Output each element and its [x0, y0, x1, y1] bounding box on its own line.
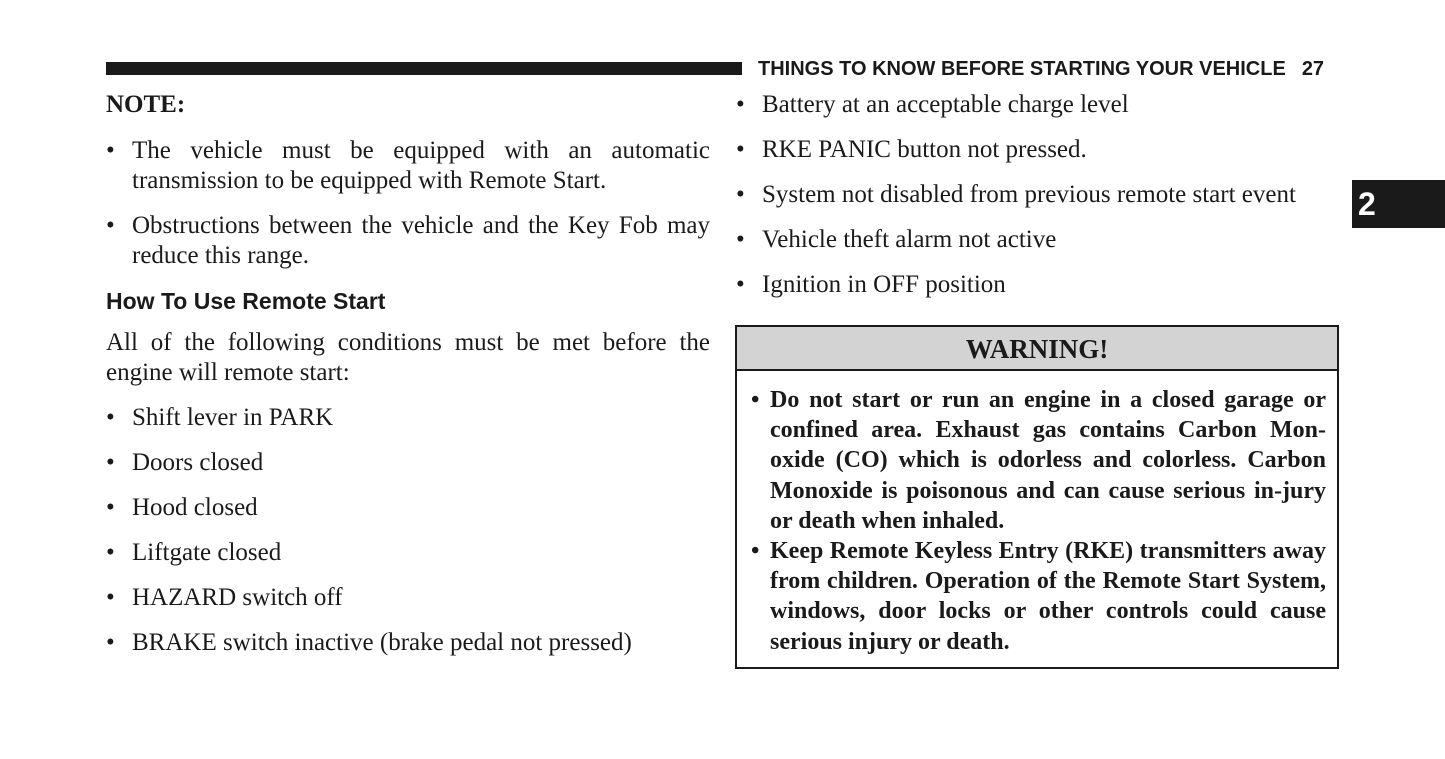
condition-item: • Vehicle theft alarm not active: [736, 225, 1340, 255]
left-column: [106, 90, 710, 673]
condition-item: • System not disabled from previous remote start event: [736, 180, 1340, 210]
warning-box: [735, 325, 1339, 669]
warning-item: • Keep Remote Keyless Entry (RKE) transmitters away from children. Operation of the Remote Start System, windows, door locks or other controls could cause serious injury or death.: [751, 536, 1326, 657]
note-list: [106, 136, 710, 271]
note-item: • Obstructions between the vehicle and the Key Fob may reduce this range.: [106, 211, 710, 271]
condition-item: • Battery at an acceptable charge level: [736, 90, 1340, 120]
condition-item: • HAZARD switch off: [106, 583, 710, 613]
warning-title: WARNING!: [737, 327, 1337, 371]
conditions-list-left: [106, 403, 710, 658]
header-rule: [106, 62, 742, 75]
condition-item: • BRAKE switch inactive (brake pedal not pressed): [106, 628, 710, 658]
condition-item: • Liftgate closed: [106, 538, 710, 568]
condition-item: • RKE PANIC button not pressed.: [736, 135, 1340, 165]
note-title: NOTE:: [106, 91, 186, 118]
running-header: [758, 58, 1324, 81]
chapter-tab: 2: [1352, 180, 1445, 228]
section-heading: How To Use Remote Start: [106, 288, 386, 314]
condition-item: • Hood closed: [106, 493, 710, 523]
note-item: • The vehicle must be equipped with an automatic transmission to be equipped with Remote Start.: [106, 136, 710, 196]
warning-item: • Do not start or run an engine in a closed garage or confined area. Exhaust gas contains Carbon Mon-oxide (CO) which is odorless and colorless. Carbon Monoxide is poisonous and can cause serious in-jury or death when inhaled.: [751, 385, 1326, 536]
condition-item: • Ignition in OFF position: [736, 270, 1340, 300]
page-number: 27: [1301, 58, 1325, 80]
condition-item: • Doors closed: [106, 448, 710, 478]
conditions-list-right: [736, 90, 1340, 300]
warning-body: [737, 371, 1337, 657]
warning-list: [751, 385, 1326, 657]
intro-paragraph: All of the following conditions must be met before the engine will remote start:: [106, 329, 710, 386]
condition-item: • Shift lever in PARK: [106, 403, 710, 433]
right-column: [736, 90, 1340, 315]
chapter-title: THINGS TO KNOW BEFORE STARTING YOUR VEHICLE: [758, 58, 1286, 80]
